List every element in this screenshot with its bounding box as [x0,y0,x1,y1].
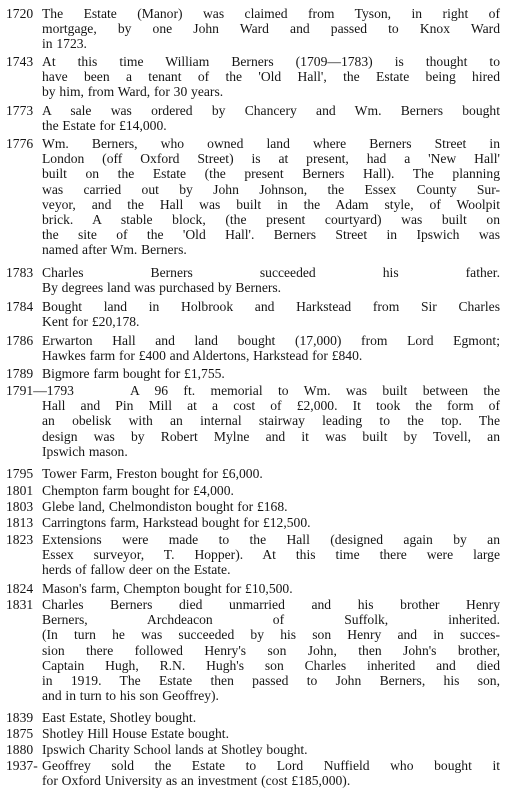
entry-year: 1720 [6,6,34,21]
entry-year: 1795 [6,466,34,481]
entry-text-line: named after Wm. Berners. [42,242,187,258]
entry-text-line: the site of the 'Old Hall'. Berners Street in Ipswich was [42,227,500,243]
entry-text-line: Carringtons farm, Harkstead bought for £12,500. [42,515,311,530]
entry-year: 1776 [6,136,34,151]
entry-year: 1743 [6,54,34,69]
entry-text-line: A 96 ft. memorial to Wm. was built between the [130,383,500,398]
entry-year: 1803 [6,499,34,514]
entry-text-line: East Estate, Shotley bought. [42,710,197,725]
entry-text-line: Captain Hugh, R.N. Hugh's son Charles inherited and died [42,657,500,673]
entry-text-line: have been a tenant of the 'Old Hall', the Estate being hired [42,69,500,85]
entry-text-line: and in turn to his son Geoffrey). [42,688,219,704]
entry-text-line: by him, from Ward, for 30 years. [42,84,224,100]
entry-text-line: Kent for £20,178. [42,314,140,330]
entry-text-line: an obelisk with an internal stairway leading to the top. The [42,413,500,429]
entry-text-line: Charles Berners succeeded his father. [42,265,500,280]
entry-text-line: mortgage, by one John Ward and passed to Knox Ward [42,21,500,37]
entry-text-line: Berners, Archdeacon of Suffolk, inherited. [42,612,500,628]
entry-year: 1839 [6,710,34,725]
entry-text-line: sion there followed Henry's son John, then John's brother, [42,642,500,658]
entry-text-line: The Estate (Manor) was claimed from Tyson, in right of [42,6,500,21]
entry-text-line: veyor, and the Hall was built in the Adam style, of Woolpit [42,196,500,212]
entry-text-line: Glebe land, Chelmondiston bought for £168. [42,499,288,514]
entry-text-line: Hall and Pin Mill at a cost of £2,000. It took the form of [42,398,500,414]
entry-year: 1783 [6,265,34,280]
entry-text-line: Ipswich Charity School lands at Shotley bought. [42,742,308,757]
entry-year: 1937- [6,758,38,773]
entry-text-line: for Oxford University as an investment (cost £185,000). [42,773,351,789]
entry-text-line: in 1723. [42,36,87,52]
entry-text-line: Hawkes farm for £400 and Aldertons, Harkstead for £840. [42,348,363,364]
entry-text-line: herds of fallow deer on the Estate. [42,562,231,578]
entry-year: 1789 [6,366,34,381]
entry-year: 1773 [6,103,34,118]
entry-text-line: Charles Berners died unmarried and his brother Henry [42,597,500,612]
entry-text-line: Mason's farm, Chempton bought for £10,500. [42,581,293,596]
entry-year: 1880 [6,742,34,757]
entry-text-line: Bigmore farm bought for £1,755. [42,366,225,381]
entry-text-line: Shotley Hill House Estate bought. [42,726,229,741]
entry-text-line: London (off Oxford Street) is at present, had a 'New Hall' [42,151,500,167]
entry-text-line: A sale was ordered by Chancery and Wm. Berners bought [42,103,500,118]
entry-text-line: built on the Estate (the present Berners Hall). The planning [42,166,500,182]
entry-text-line: Chempton farm bought for £4,000. [42,483,234,498]
entry-year: 1786 [6,333,34,348]
entry-year: 1824 [6,581,34,596]
entry-text-line: in 1919. The Estate then passed to John Berners, his son, [42,673,500,688]
entry-text-line: Erwarton Hall and land bought (17,000) from Lord Egmont; [42,333,500,348]
entry-text-line: Ipswich mason. [42,443,128,459]
entry-text-line: Bought land in Holbrook and Harkstead from Sir Charles [42,299,500,314]
entry-text-line: Essex surveyor, T. Hopper). At this time there were large [42,547,500,563]
entry-text-line: was carried out by John Johnson, the Essex County Sur- [42,181,500,197]
entry-year: 1831 [6,597,34,612]
entry-year: 1813 [6,515,34,530]
entry-text-line: the Estate for £14,000. [42,118,167,134]
entry-text-line: Tower Farm, Freston bought for £6,000. [42,466,263,481]
entry-year: 1791—1793 [6,383,74,398]
entry-text-line: Wm. Berners, who owned land where Berners Street in [42,136,500,151]
entry-text-line: Geoffrey sold the Estate to Lord Nuffield who bought it [42,758,500,773]
entry-text-line: brick. A stable block, (the present courtyard) was built on [42,212,500,227]
entry-year: 1823 [6,532,34,547]
entry-year: 1875 [6,726,34,741]
entry-text-line: By degrees land was purchased by Berners. [42,280,282,296]
entry-text-line: design was by Robert Mylne and it was built by Tovell, an [42,428,500,444]
entry-year: 1801 [6,483,34,498]
entry-text-line: At this time William Berners (1709—1783) is thought to [42,54,500,69]
entry-text-line: (In turn he was succeeded by his son Henry and in succes- [42,627,500,643]
entry-year: 1784 [6,299,34,314]
entry-text-line: Extensions were made to the Hall (designed again by an [42,532,500,547]
